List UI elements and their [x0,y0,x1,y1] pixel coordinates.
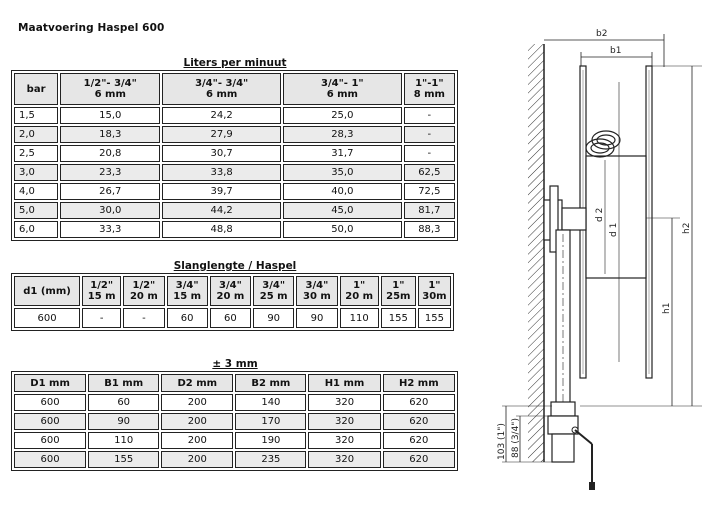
table-cell: 18,3 [60,126,160,143]
table-cell: 24,2 [162,107,281,124]
ball-valve-body [551,402,575,416]
table-cell: 60 [88,394,159,411]
table-cell: 600 [14,308,80,328]
table-cell: 200 [161,432,233,449]
valve-handle [575,430,592,444]
table-cell: 90 [253,308,294,328]
axle-hub [562,208,586,230]
table-cell: 20,8 [60,145,160,162]
table-cell: 320 [308,394,380,411]
dim-table-header-row [14,374,455,392]
table-cell: 30,0 [60,202,160,219]
table-cell: 23,3 [60,164,160,181]
hose-table-row [14,308,451,328]
table-cell: 320 [308,451,380,468]
hose-table [11,273,454,331]
d2-label: d 2 [595,207,605,222]
table-cell: 28,3 [283,126,402,143]
b1-label: b1 [610,46,622,56]
hose-header-cell: 1" 30m [418,276,451,306]
flow-table-header-row [14,73,455,105]
table-row [14,394,455,411]
table-row [14,221,455,238]
table-row [14,432,455,449]
flow-header-cell: 1/2"- 3/4" 6 mm [60,73,160,105]
hose-reel-drawing [480,22,710,502]
table-cell: 90 [88,413,159,430]
flow-header-cell: 3/4"- 3/4" 6 mm [162,73,281,105]
table-cell: 200 [161,413,233,430]
table-cell: 31,7 [283,145,402,162]
table-cell: 600 [14,413,86,430]
table-cell: 620 [383,394,455,411]
hose-table-header-row [14,276,451,306]
hose-header-cell: d1 (mm) [14,276,80,306]
table-cell: 3,0 [14,164,58,181]
table-cell: 25,0 [283,107,402,124]
table-cell: 600 [14,394,86,411]
table-cell: 44,2 [162,202,281,219]
flow-header-cell: bar [14,73,58,105]
table-cell: 27,9 [162,126,281,143]
table-cell: 620 [383,432,455,449]
table-cell: 30,7 [162,145,281,162]
table-row [14,183,455,200]
table-cell: 620 [383,413,455,430]
hose-coils [586,131,620,157]
table-cell: 190 [235,432,306,449]
table-row [14,413,455,430]
table-cell: 26,7 [60,183,160,200]
dim-header-cell: H2 mm [383,374,455,392]
table-cell: 39,7 [162,183,281,200]
dim1-label: 103 (1") [497,423,507,460]
table-cell: 35,0 [283,164,402,181]
table-cell: 320 [308,413,380,430]
table-cell: - [82,308,121,328]
dim-header-cell: D1 mm [14,374,86,392]
table-cell: 110 [88,432,159,449]
table-cell: 1,5 [14,107,58,124]
hose-header-cell: 1" 25m [381,276,416,306]
table-cell: 60 [167,308,208,328]
table-row [14,164,455,181]
b2-label: b2 [596,29,608,39]
table-row [14,145,455,162]
dim2-label: 88 (3/4") [511,418,521,458]
table-cell: 600 [14,432,86,449]
flow-table [11,70,458,241]
table-cell: 320 [308,432,380,449]
table-cell: 88,3 [404,221,455,238]
table-cell: 90 [296,308,337,328]
wall-hatch [528,44,544,462]
h2-label: h2 [682,222,692,234]
table-cell: 72,5 [404,183,455,200]
table-row [14,107,455,124]
table-cell: 62,5 [404,164,455,181]
hose-table-title: Slanglengte / Haspel [173,260,297,272]
table-cell: 170 [235,413,306,430]
table-cell: 155 [418,308,451,328]
hose-header-cell: 3/4" 25 m [253,276,294,306]
table-cell: 2,5 [14,145,58,162]
table-cell: 200 [161,394,233,411]
document-title: Maatvoering Haspel 600 [18,22,165,34]
table-cell: 155 [88,451,159,468]
table-cell: 110 [340,308,379,328]
table-row [14,451,455,468]
table-cell: 33,8 [162,164,281,181]
dim-header-cell: D2 mm [161,374,233,392]
table-cell: 50,0 [283,221,402,238]
table-cell: 45,0 [283,202,402,219]
table-cell: 48,8 [162,221,281,238]
table-cell: - [404,107,455,124]
table-cell: - [404,126,455,143]
table-row [14,202,455,219]
table-cell: 15,0 [60,107,160,124]
flow-table-title: Liters per minuut [183,57,287,69]
hose-header-cell: 1" 20 m [340,276,379,306]
table-cell: 60 [210,308,251,328]
dimension-table [11,371,458,471]
table-cell: 200 [161,451,233,468]
table-cell: - [404,145,455,162]
table-row [14,126,455,143]
table-cell: 6,0 [14,221,58,238]
hose-header-cell: 3/4" 20 m [210,276,251,306]
table-cell: 2,0 [14,126,58,143]
dim-header-cell: H1 mm [308,374,380,392]
table-cell: 235 [235,451,306,468]
table-cell: 40,0 [283,183,402,200]
dim-table-title: ± 3 mm [212,358,258,370]
table-cell: 5,0 [14,202,58,219]
table-cell: 81,7 [404,202,455,219]
table-cell: 33,3 [60,221,160,238]
d1-label: d 1 [609,222,619,237]
h1-label: h1 [662,302,672,314]
dim-header-cell: B2 mm [235,374,306,392]
table-cell: 4,0 [14,183,58,200]
table-cell: 600 [14,451,86,468]
table-cell: - [123,308,164,328]
table-cell: 140 [235,394,306,411]
hose-header-cell: 3/4" 30 m [296,276,337,306]
table-cell: 155 [381,308,416,328]
flow-header-cell: 3/4"- 1" 6 mm [283,73,402,105]
hose-header-cell: 1/2" 15 m [82,276,121,306]
flow-header-cell: 1"-1" 8 mm [404,73,455,105]
hose-header-cell: 3/4" 15 m [167,276,208,306]
hose-header-cell: 1/2" 20 m [123,276,164,306]
dim-header-cell: B1 mm [88,374,159,392]
table-cell: 620 [383,451,455,468]
